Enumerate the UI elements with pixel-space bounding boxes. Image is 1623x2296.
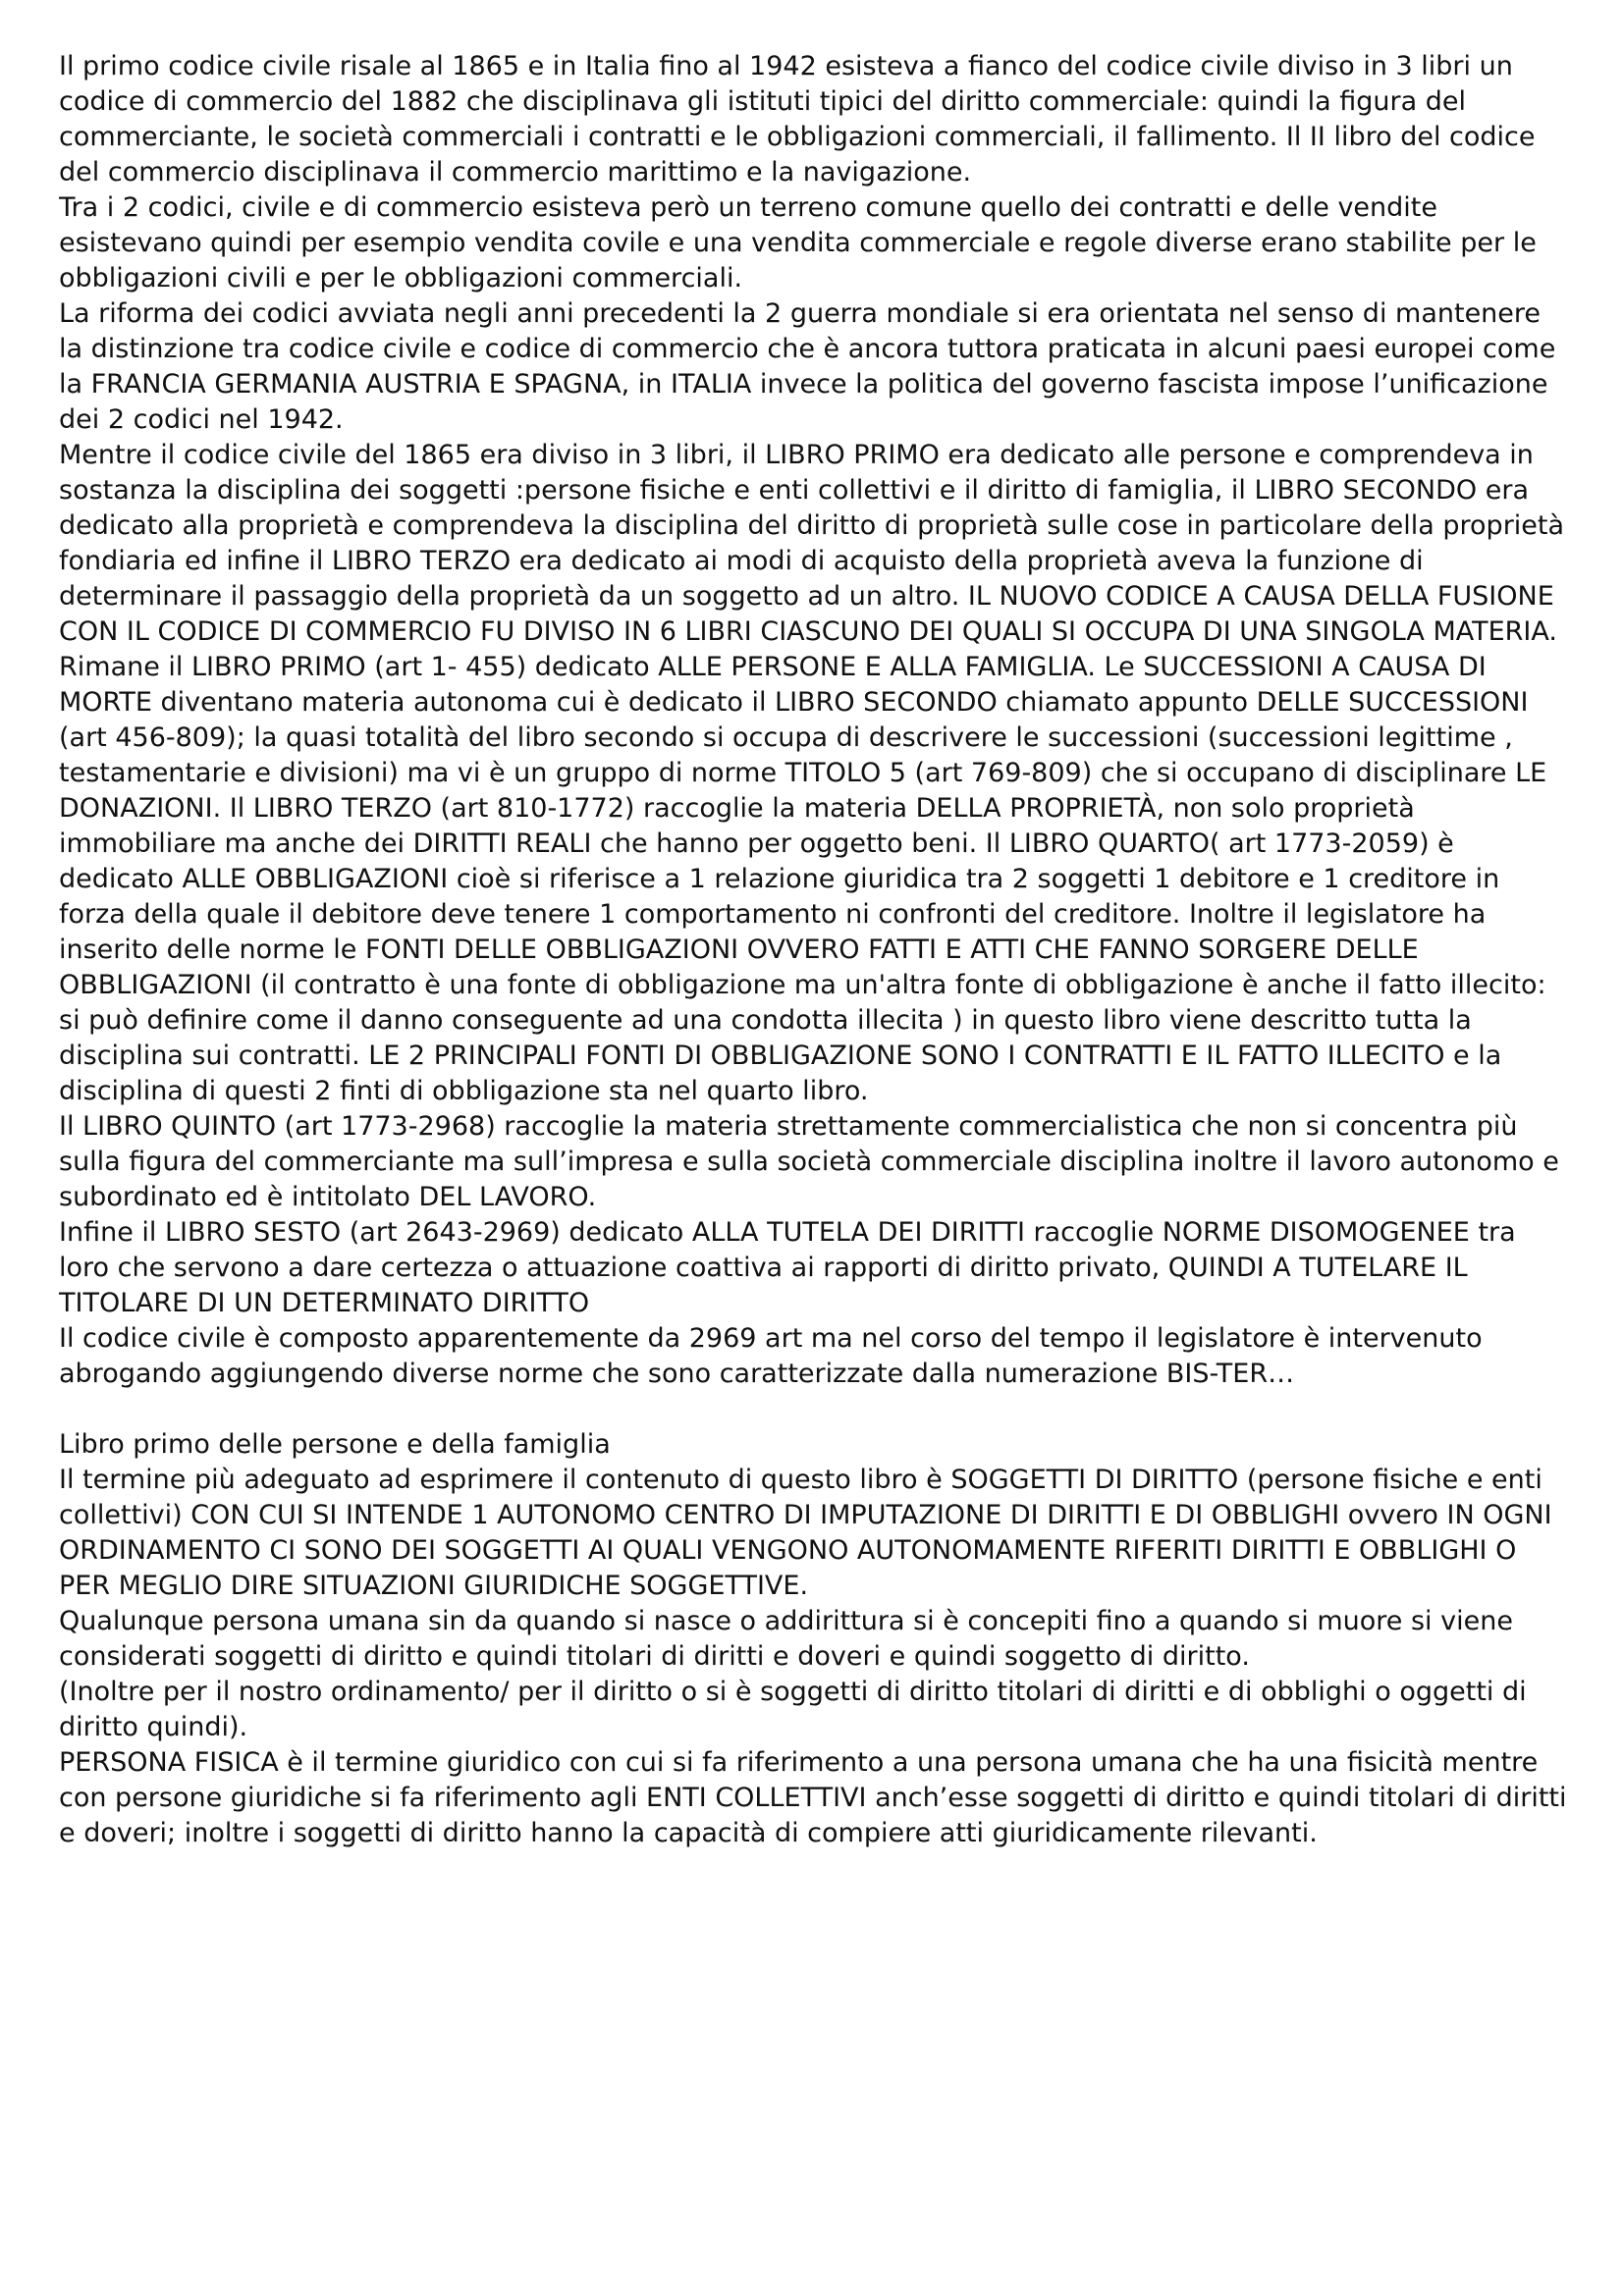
paragraph-ordinamento: (Inoltre per il nostro ordinamento/ per il diritto o si è soggetti di diritto titolari di diritti e di obblighi o oggetti di diritto quindi). (59, 1677, 1527, 1742)
document-page (59, 49, 1571, 2248)
paragraph-riforma-codici: La riforma dei codici avviata negli anni precedenti la 2 guerra mondiale si era orientata nel senso di mantenere la distinzione tra codice civile e codice di commercio che è ancora tuttora praticata in alcuni paesi europei come la FRANCIA GERMANIA AUSTRIA E SPAGNA, in ITALIA invece la politica del governo fascista impose l’unificazione dei 2 codici nel 1942. (59, 298, 1556, 435)
paragraph-codice-1865: Mentre il codice civile del 1865 era diviso in 3 libri, il LIBRO PRIMO era dedicato alle persone e comprendeva in sostanza la disciplina dei soggetti :persone fisiche e enti collettivi e il diritto di famiglia, il LIBRO SECONDO era dedicato alla proprietà e comprendeva la disciplina del diritto di proprietà sulle cose in particolare della proprietà fondiaria ed infine il LIBRO TERZO era dedicato ai modi di acquisto della proprietà aveva la funzione di determinare il passaggio della proprietà da un soggetto ad un altro. IL NUOVO CODICE A CAUSA DELLA FUSIONE CON IL CODICE DI COMMERCIO FU DIVISO IN 6 LIBRI CIASCUNO DEI QUALI SI OCCUPA DI UNA SINGOLA MATERIA. (59, 440, 1565, 647)
paragraph-libri: Rimane il LIBRO PRIMO (art 1- 455) dedicato ALLE PERSONE E ALLA FAMIGLIA. Le SUCCESSIONI A CAUSA DI MORTE diventano materia autonoma cui è dedicato il LIBRO SECONDO chiamato appunto DELLE SUCCESSIONI (art 456-809); la quasi totalità del libro secondo si occupa di descrivere le successioni (successioni legittime , testamentarie e divisioni) ma vi è un gruppo di norme TITOLO 5 (art 769-809) che si occupano di disciplinare LE DONAZIONI. Il LIBRO TERZO (art 810-1772) raccoglie la materia DELLA PROPRIETÀ, non solo proprietà immobiliare ma anche dei DIRITTI REALI che hanno per oggetto beni. Il LIBRO QUARTO( art 1773-2059) è dedicato ALLE OBBLIGAZIONI cioè si riferisce a 1 relazione giuridica tra 2 soggetti 1 debitore e 1 creditore in forza della quale il debitore deve tenere 1 comportamento ni confronti del creditore. Inoltre il legislatore ha inserito delle norme le FONTI DELLE OBBLIGAZIONI OVVERO FATTI E ATTI CHE FANNO SORGERE DELLE OBBLIGAZIONI (il contratto è una fonte di obbligazione ma un'altra fonte di obbligazione è anche il fatto illecito: si può definire come il danno conseguente ad una condotta illecita ) in questo libro viene descritto tutta la disciplina sui contratti. LE 2 PRINCIPALI FONTI DI OBBLIGAZIONE SONO I CONTRATTI E IL FATTO ILLECITO e la disciplina di questi 2 finti di obbligazione sta nel quarto libro. (59, 652, 1547, 1106)
paragraph-terreno-comune: Tra i 2 codici, civile e di commercio esisteva però un terreno comune quello dei contratti e delle vendite esistevano quindi per esempio vendita covile e una vendita commerciale e regole diverse erano stabilite per le obbligazioni civili e per le obbligazioni commerciali. (59, 192, 1537, 294)
paragraph-libro-quinto: Il LIBRO QUINTO (art 1773-2968) raccoglie la materia strettamente commercialistica che non si concentra più sulla figura del commerciante ma sull’impresa e sulla società commerciale disciplina inoltre il lavoro autonomo e subordinato ed è intitolato DEL LAVORO. (59, 1111, 1559, 1212)
paragraph-numerazione: Il codice civile è composto apparentemente da 2969 art ma nel corso del tempo il legislatore è intervenuto abrogando aggiungendo diverse norme che sono caratterizzate dalla numerazione BIS-TER… (59, 1323, 1483, 1389)
paragraph-soggetti-diritto: Il termine più adeguato ad esprimere il contenuto di questo libro è SOGGETTI DI DIRITTO (persone fisiche e enti collettivi) CON CUI SI INTENDE 1 AUTONOMO CENTRO DI IMPUTAZIONE DI DIRITTI E DI OBBLIGHI ovvero IN OGNI ORDINAMENTO CI SONO DEI SOGGETTI AI QUALI VENGONO AUTONOMAMENTE RIFERITI DIRITTI E OBBLIGHI O PER MEGLIO DIRE SITUAZIONI GIURIDICHE SOGGETTIVE. (59, 1465, 1552, 1601)
section-heading: Libro primo delle persone e della famiglia (59, 1429, 611, 1460)
paragraph-libro-sesto: Infine il LIBRO SESTO (art 2643-2969) dedicato ALLA TUTELA DEI DIRITTI raccoglie NORME DISOMOGENEE tra loro che servono a dare certezza o attuazione coattiva ai rapporti di diritto privato, QUINDI A TUTELARE IL TITOLARE DI UN DETERMINATO DIRITTO (59, 1217, 1516, 1318)
paragraph-persona-fisica: PERSONA FISICA è il termine giuridico con cui si fa riferimento a una persona umana che ha una fisicità mentre con persone giuridiche si fa riferimento agli ENTI COLLETTIVI anch’esse soggetti di diritto e quindi titolari di diritti e doveri; inoltre i soggetti di diritto hanno la capacità di compiere atti giuridicamente rilevanti. (59, 1747, 1567, 1848)
paragraph-persona-umana: Qualunque persona umana sin da quando si nasce o addirittura si è concepiti fino a quando si muore si viene considerati soggetti di diritto e quindi titolari di diritti e doveri e quindi soggetto di diritto. (59, 1606, 1513, 1672)
paragraph-primo-codice: Il primo codice civile risale al 1865 e in Italia fino al 1942 esisteva a fianco del codice civile diviso in 3 libri un codice di commercio del 1882 che disciplinava gli istituti tipici del diritto commerciale: quindi la figura del commerciante, le società commerciali i contratti e le obbligazioni commerciali, il fallimento. Il II libro del codice del commercio disciplinava il commercio marittimo e la navigazione. (59, 51, 1536, 187)
blank-line (59, 1392, 1571, 1427)
